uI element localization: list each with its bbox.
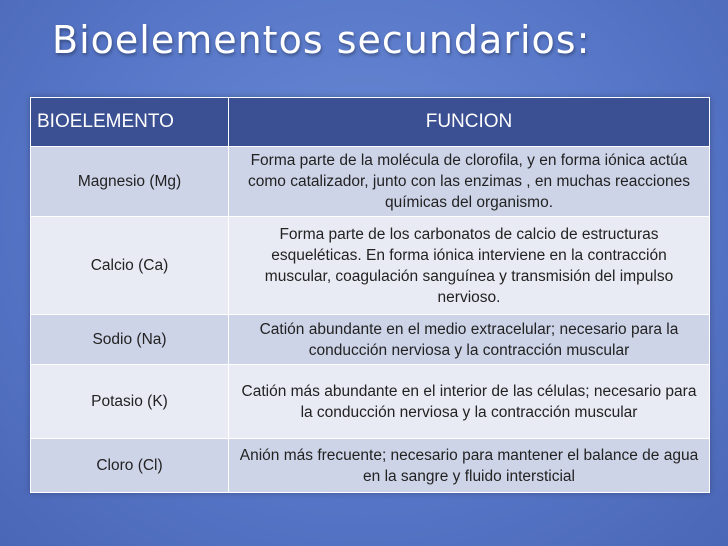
header-element: BIOELEMENTO (31, 98, 229, 147)
row-function: Forma parte de la molécula de clorofila, y en forma iónica actúa como catalizador, junto con las enzimas , en muchas reacciones químicas del organismo. (229, 147, 710, 217)
table-row (31, 217, 710, 315)
table-row (31, 439, 710, 493)
row-function: Catión abundante en el medio extracelular; necesario para la conducción nerviosa y la contracción muscular (229, 315, 710, 365)
row-function: Anión más frecuente; necesario para mantener el balance de agua en la sangre y fluido intersticial (229, 439, 710, 493)
table-row (31, 147, 710, 217)
row-function: Forma parte de los carbonatos de calcio de estructuras esqueléticas. En forma iónica interviene en la contracción muscular, coagulación sanguínea y transmisión del impulso nervioso. (229, 217, 710, 315)
bioelements-table (30, 97, 710, 493)
table-row (31, 365, 710, 439)
row-element: Cloro (Cl) (31, 439, 229, 493)
row-function: Catión más abundante en el interior de las células; necesario para la conducción nerviosa y la contracción muscular (229, 365, 710, 439)
row-element: Calcio (Ca) (31, 217, 229, 315)
header-function: FUNCION (229, 98, 710, 147)
row-element: Sodio (Na) (31, 315, 229, 365)
table-row (31, 315, 710, 365)
table-header-row (31, 98, 710, 147)
row-element: Magnesio (Mg) (31, 147, 229, 217)
row-element: Potasio (K) (31, 365, 229, 439)
slide-title: Bioelementos secundarios: (52, 18, 591, 62)
